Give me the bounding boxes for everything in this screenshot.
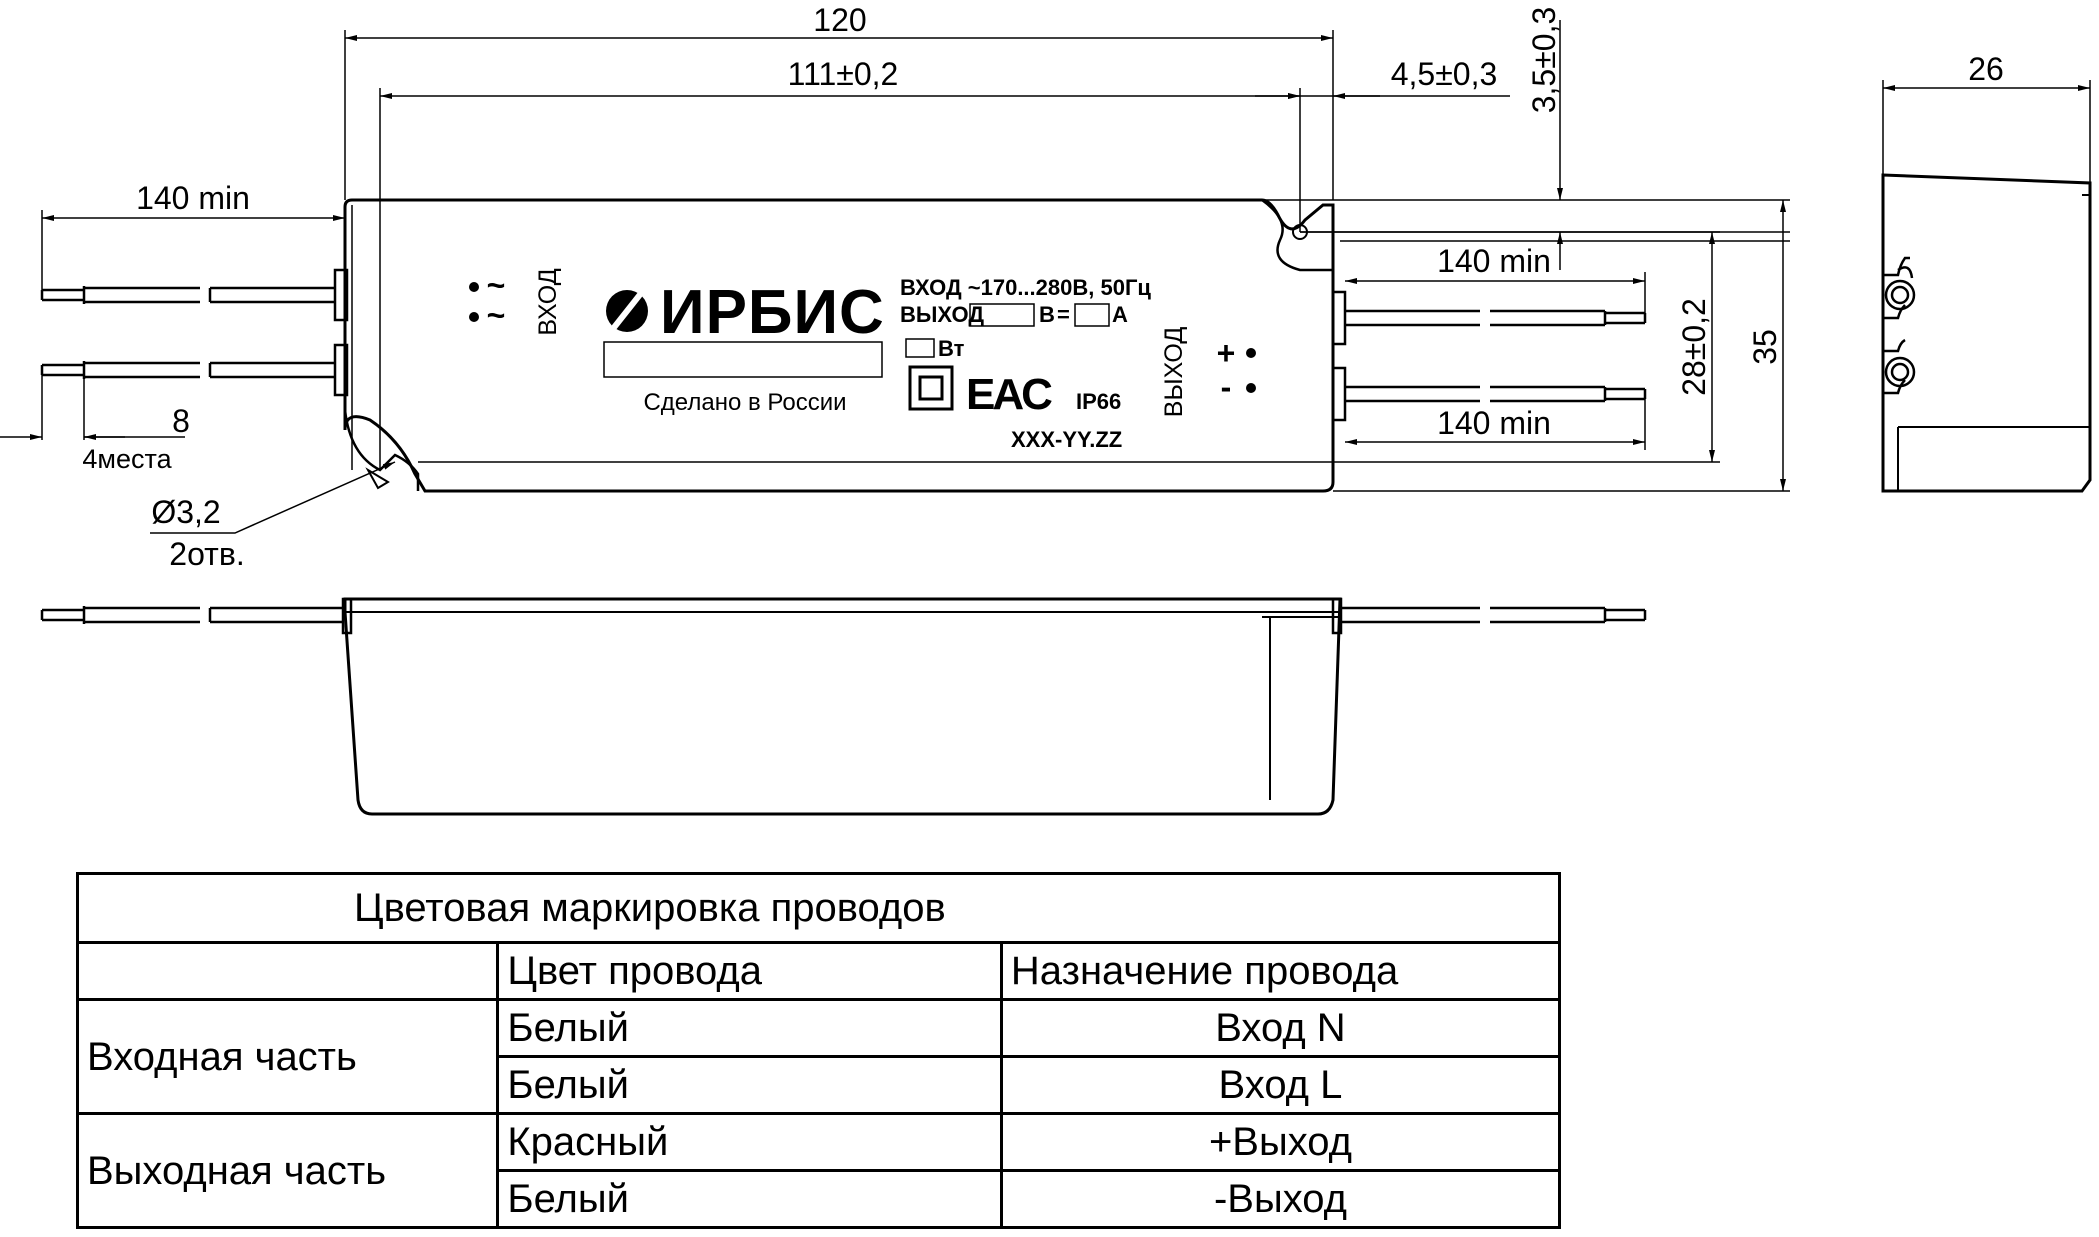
brand-logo-text: ИРБИС bbox=[660, 278, 885, 347]
dim-input-wire-length bbox=[42, 210, 345, 290]
wire-color-cell: Белый bbox=[498, 1171, 1002, 1228]
brand-logo-icon bbox=[606, 290, 648, 332]
front-input-wire bbox=[42, 599, 351, 633]
product-label bbox=[469, 267, 1256, 452]
wire-purpose-cell: Вход N bbox=[1001, 1000, 1559, 1057]
table-group-input: Входная часть bbox=[78, 1000, 498, 1114]
dim-text-hole-diameter: Ø3,2 bbox=[151, 494, 221, 530]
table-header-color: Цвет провода bbox=[498, 943, 1002, 1000]
table-header-purpose: Назначение провода bbox=[1001, 943, 1559, 1000]
table-row bbox=[78, 1114, 1560, 1171]
table-group-output: Выходная часть bbox=[78, 1114, 498, 1228]
dim-text-4-5: 4,5±0,3 bbox=[1390, 56, 1498, 92]
front-output-wire bbox=[1333, 599, 1645, 633]
output-prefix-text: ВЫХОД bbox=[900, 302, 985, 327]
double-insulation-icon bbox=[910, 367, 952, 409]
table-row bbox=[78, 1000, 1560, 1057]
table-title: Цветовая маркировка проводов bbox=[78, 874, 1560, 943]
made-in-text: Сделано в России bbox=[643, 389, 847, 416]
dim-text-35: 35 bbox=[1747, 329, 1783, 365]
dim-text-2-otv: 2отв. bbox=[169, 536, 245, 572]
mounting-hole-right bbox=[1262, 200, 1333, 270]
dim-text-4-mesta: 4места bbox=[82, 444, 172, 474]
input-wire-top bbox=[42, 270, 347, 320]
minus-symbol: - bbox=[1220, 369, 1232, 405]
wire-purpose-cell: +Выход bbox=[1001, 1114, 1559, 1171]
output-current-box bbox=[1075, 304, 1109, 326]
side-connector-2 bbox=[1883, 340, 1914, 393]
model-field bbox=[604, 342, 882, 377]
output-terminal-dot-plus bbox=[1246, 348, 1256, 358]
dim-text-input-140: 140 min bbox=[136, 180, 250, 216]
wire-color-cell: Белый bbox=[498, 1057, 1002, 1114]
input-spec-text: ВХОД ~170...280В, 50Гц bbox=[900, 275, 1151, 300]
input-terminal-dot-1 bbox=[469, 282, 479, 292]
output-dc-symbol: = bbox=[1057, 302, 1070, 327]
wire-color-cell: Белый bbox=[498, 1000, 1002, 1057]
dim-strip-length bbox=[0, 375, 185, 440]
output-terminal-dot-minus bbox=[1246, 383, 1256, 393]
output-side-label: ВЫХОД bbox=[1160, 326, 1188, 418]
dim-height bbox=[1333, 200, 1790, 491]
wire-color-table bbox=[76, 872, 1561, 1229]
table-header-empty bbox=[78, 943, 498, 1000]
dim-text-28: 28±0,2 bbox=[1676, 298, 1712, 396]
output-volt-unit: В bbox=[1039, 302, 1055, 327]
dim-text-output-140-bottom: 140 min bbox=[1437, 405, 1551, 441]
dim-text-output-140-top: 140 min bbox=[1437, 243, 1551, 279]
front-view bbox=[42, 599, 1645, 814]
power-unit: Вт bbox=[938, 336, 965, 361]
plus-symbol: + bbox=[1216, 335, 1236, 371]
input-terminal-dot-2 bbox=[469, 312, 479, 322]
ac-symbol-2: ~ bbox=[486, 297, 506, 333]
input-wire-bottom bbox=[42, 345, 347, 395]
eac-mark: EAC bbox=[966, 370, 1050, 419]
side-view bbox=[1883, 80, 2090, 491]
ac-symbol-1: ~ bbox=[486, 267, 506, 303]
input-side-label: ВХОД bbox=[534, 268, 562, 336]
serial-number: XXX-YY.ZZ bbox=[1011, 427, 1123, 452]
output-wire-top bbox=[1333, 292, 1645, 344]
dim-text-3-5: 3,5±0,3 bbox=[1526, 6, 1562, 114]
side-connector-1 bbox=[1883, 258, 1914, 318]
wire-purpose-cell: -Выход bbox=[1001, 1171, 1559, 1228]
dim-text-26: 26 bbox=[1968, 51, 2004, 87]
output-current-unit: А bbox=[1112, 302, 1128, 327]
dim-text-111: 111±0,2 bbox=[787, 56, 899, 92]
dim-text-120: 120 bbox=[813, 2, 867, 38]
dim-text-8: 8 bbox=[172, 403, 190, 439]
power-box bbox=[906, 339, 934, 357]
wire-purpose-cell: Вход L bbox=[1001, 1057, 1559, 1114]
ip-rating: IP66 bbox=[1076, 389, 1122, 414]
wire-color-cell: Красный bbox=[498, 1114, 1002, 1171]
dim-side-width bbox=[1883, 80, 2090, 183]
